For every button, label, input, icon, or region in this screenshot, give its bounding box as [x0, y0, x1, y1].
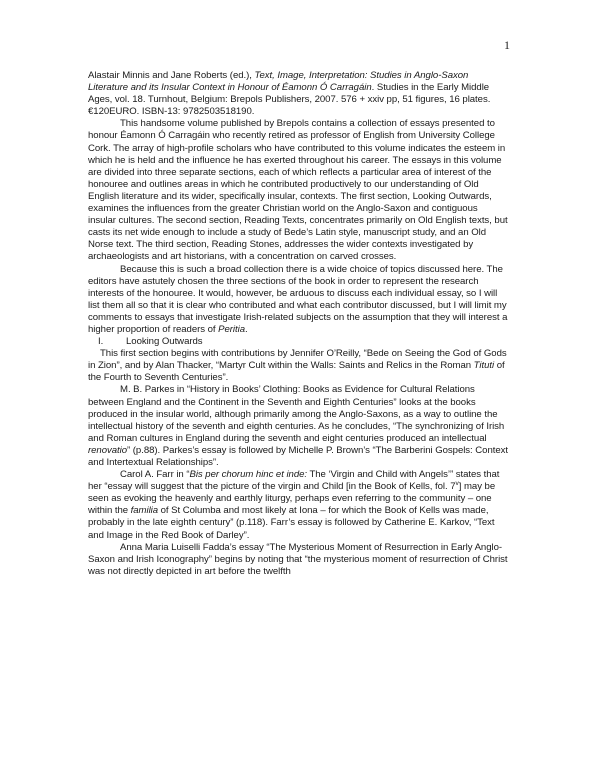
text-run: of St Columba and most likely at Iona – for which the Book of Kells was made, probably in the late eighth century” (p.118). Farr’s essay is followed by Catherine E. Karkov, “Text and Image in the Red Book of Darley”. [88, 505, 495, 541]
citation-title: Text, Image, Interpretation: Studies in Anglo-Saxon Literature and its Insular Context in Honour of Éamonn Ó Carragáin [88, 70, 469, 94]
italic-term: renovatio [88, 444, 128, 456]
paragraph-farr [88, 469, 508, 542]
italic-term: Tituti [473, 360, 495, 372]
text-run: ” (p.88). Parkes’s essay is followed by Michelle P. Brown’s “The Barberini Gospels: Context and Intertextual Relationships”. [88, 444, 508, 468]
text-run: of the Fourth to Seventh Centuries”. [88, 360, 505, 384]
folio-superscript: v [455, 480, 459, 487]
paragraph-fadda: Anna Maria Luiselli Fadda’s essay “The Mysterious Moment of Resurrection in Early Anglo-Saxon and Irish Iconography” begins by noting that “the mysterious moment of resurrection of Christ was not directly depicted in art before the twelfth [88, 541, 508, 577]
text-run: Carol A. Farr in “ [120, 469, 190, 481]
text-run: This first section begins with contributions by Jennifer O’Reilly, “Bede on Seeing the God of Gods in Zion”, and by Alan Thacker, “Martyr Cult within the Walls: Saints and Relics in the Roman [88, 348, 507, 372]
review-text [88, 70, 508, 578]
section-heading [88, 336, 508, 348]
citation-authors: Alastair Minnis and Jane Roberts (ed.), [88, 70, 255, 81]
page-number: 1 [504, 38, 510, 52]
section-title: Looking Outwards [126, 336, 203, 348]
text-run: The ‘Virgin and Child with Angels’” states that her “essay will suggest that the picture of the virgin and Child [in the Book of Kells, fol. 7 [88, 469, 500, 493]
paragraph-first-section [88, 348, 508, 384]
section-numeral: I. [98, 336, 104, 348]
italic-title: Bis per chorum hinc et inde: [189, 469, 307, 481]
text-run: Because this is such a broad collection there is a wide choice of topics discussed here. The editors have astutely chosen the three sections of the book in order to represent the research interests of the honouree. It would, however, be arduous to discuss each individual essay, so I will list them all so that it is clear who contributed and what each contributor discussed, but I will limit my comments to essays that investigate Irish-related subjects on the assumption that they will interest a higher proportion of readers of [88, 263, 508, 335]
paragraph-parkes [88, 384, 508, 469]
paragraph-approach [88, 264, 508, 337]
book-citation [88, 70, 508, 118]
text-run: ] may be seen as evoking the heavenly and earthly liturgy, perhaps even referring to the community – one within the [88, 481, 496, 517]
journal-title: Peritia [218, 323, 245, 335]
paragraph-intro: This handsome volume published by Brepols contains a collection of essays presented to honour Éamonn Ó Carragáin who recently retired as professor of English from University College Cork. The array of high-profile scholars who have contributed to this volume indicates the esteem in which he is held and the influence he has exerted throughout his career. The essays in this volume are divided into three separate sections, each of which reflects a particular area of interest of the honouree and outlines areas in which he contributed productively to our understanding of Old English literature and its wider, specifically insular, contexts. The first section, Looking Outwards, examines the influences from the greater Christian world on the Anglo-Saxon and contiguous insular cultures. The second section, Reading Texts, concentrates primarily on Old English texts, but casts its net wide enough to include a study of Bede’s Latin style, manuscript study, and an Old Norse text. The third section, Reading Stones, addresses the wider contexts investigated by archaeologists and art historians, with a concentration on carved crosses. [88, 118, 508, 263]
text-run: M. B. Parkes in “History in Books’ Clothing: Books as Evidence for Cultural Relations between England and the Continent in the Seventh and Eighth Centuries” looks at the books produced in the insular world, although primarily among the Anglo-Saxons, as a way to outline the intellectual history of the seventh and eighth centuries. As he concludes, “The synchronizing of Irish and Roman cultures in England during the seventh and eight centuries produced an intellectual [88, 384, 505, 444]
text-run: . [244, 323, 248, 335]
italic-term: familia [130, 505, 159, 517]
citation-details: . Studies in the Early Middle Ages, vol. 18. Turnhout, Belgium: Brepols Publishers, 2007. 576 + xxiv pp, 51 figures, 16 plates. €120EURO. ISBN-13: 9782503518190. [88, 82, 491, 118]
